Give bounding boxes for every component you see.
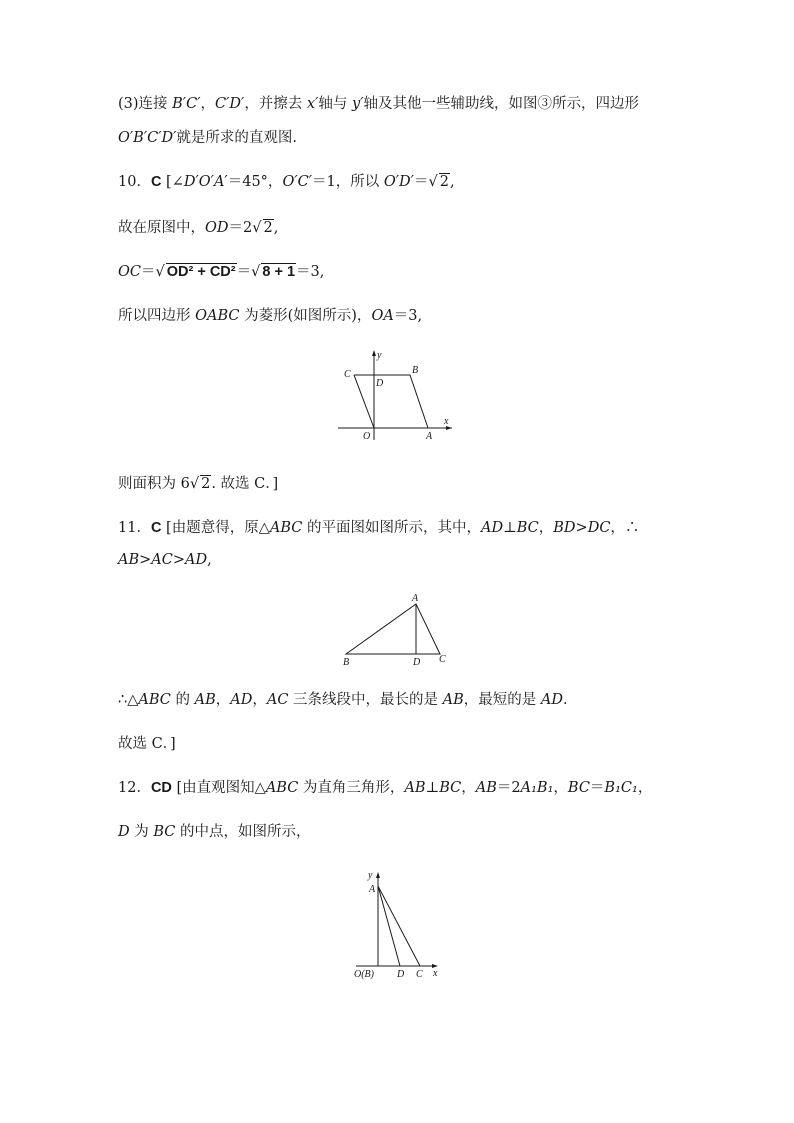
- triangle-abc: [346, 604, 440, 654]
- y-axis-arrow: [376, 872, 380, 878]
- label-O-B: O(B): [354, 969, 374, 980]
- label-A: A: [412, 593, 419, 604]
- label-B: B: [412, 365, 419, 376]
- label-B: B: [343, 657, 350, 668]
- q11-line1: 11．C [由题意得，原△ABC 的平面图如图所示，其中，AD⊥BC，BD>DC，∴: [118, 520, 640, 536]
- q12-line1: 12．CD [由直观图知△ABC 为直角三角形，AB⊥BC，AB＝2A₁B₁，BC＝B₁C₁，: [118, 780, 653, 796]
- right-triangle-figure: [348, 866, 448, 982]
- q10-line2: 故在原图中，OD＝2√ 2,: [118, 220, 279, 236]
- label-A: A: [369, 884, 376, 895]
- step3-line1: (3)连接 B′C′，C′D′，并擦去 x′轴与 y′轴及其他一些辅助线，如图③所示，四边形: [118, 96, 639, 112]
- label-D: D: [397, 969, 405, 980]
- label-y: y: [377, 350, 382, 361]
- label-C: C: [439, 654, 446, 665]
- q10-line3: OC＝√ OD² + CD²＝√ 8 + 1＝3,: [118, 264, 325, 280]
- label-D: D: [376, 378, 384, 389]
- q11-line2: AB>AC>AD,: [118, 552, 212, 568]
- y-axis-arrow: [372, 350, 376, 356]
- label-C: C: [416, 969, 423, 980]
- q10-line4: 所以四边形 OABC 为菱形(如图所示)，OA＝3,: [118, 308, 423, 324]
- q12-line2: D 为 BC 的中点，如图所示，: [118, 824, 311, 840]
- label-x: x: [444, 416, 449, 427]
- label-A: A: [426, 431, 433, 442]
- q11-line4: 故选 C．]: [118, 736, 176, 752]
- step3-line2: O′B′C′D′就是所求的直观图.: [118, 130, 298, 146]
- segment-ad: [378, 886, 400, 966]
- q11-line3: ∴△ABC 的 AB，AD，AC 三条线段中，最长的是 AB，最短的是 AD.: [118, 692, 568, 708]
- label-C: C: [344, 369, 351, 380]
- triangle-figure: [340, 590, 455, 670]
- rhombus-sides-cb-ba: [354, 375, 428, 428]
- side-co: [354, 375, 374, 428]
- label-x: x: [433, 968, 438, 979]
- label-y: y: [368, 870, 373, 881]
- segment-ac: [378, 886, 420, 966]
- rhombus-figure: [330, 344, 460, 444]
- label-O: O: [363, 431, 371, 442]
- q10-line1: 10．C [∠D′O′A′＝45°，O′C′＝1，所以 O′D′＝√ 2,: [118, 174, 455, 190]
- q10-line5: 则面积为 6√ 2. 故选 C．]: [118, 476, 279, 492]
- label-D: D: [413, 657, 421, 668]
